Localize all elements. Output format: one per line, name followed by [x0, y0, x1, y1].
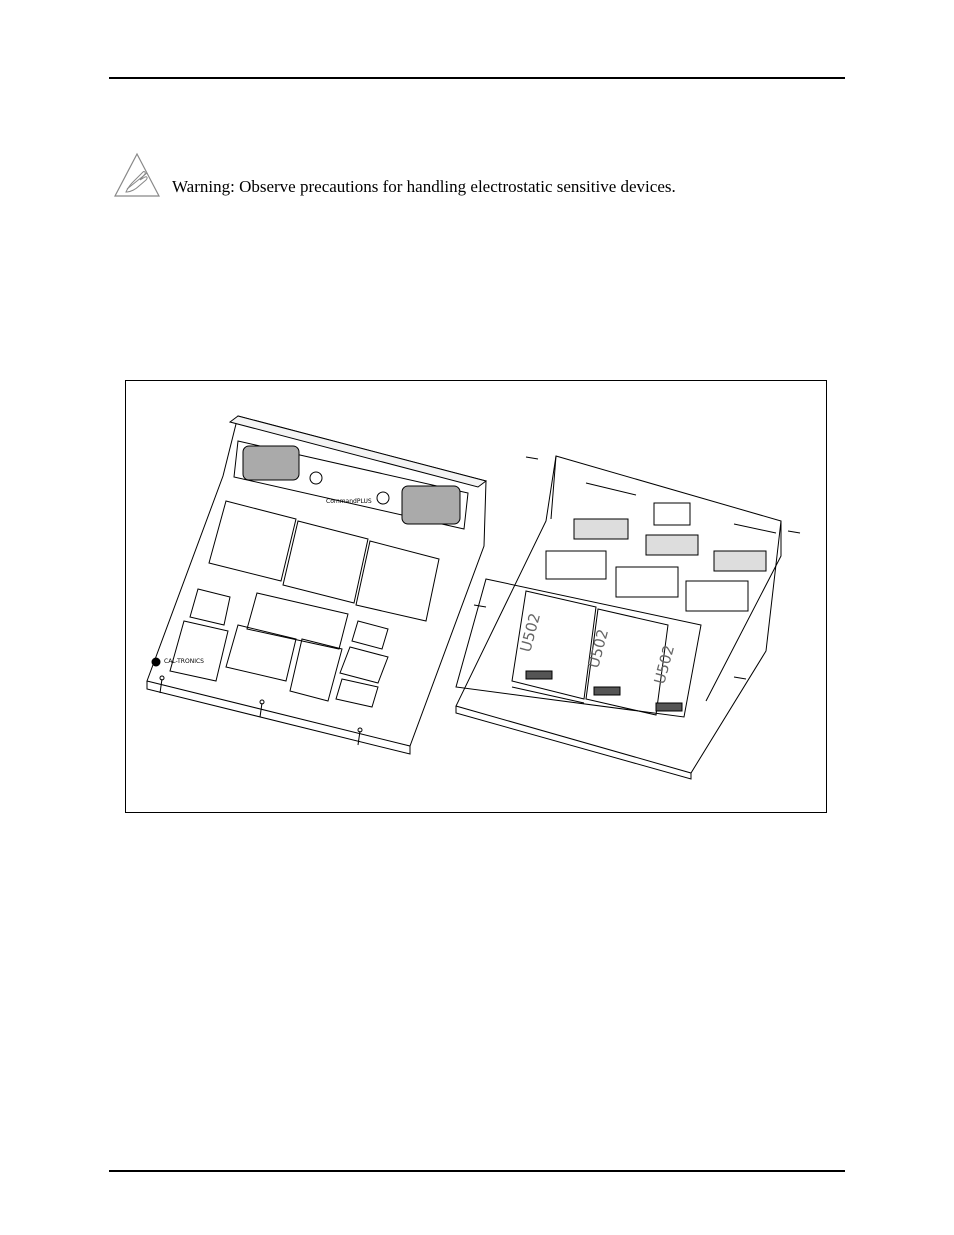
assembly-illustration: [126, 381, 828, 814]
console-logo-text: CAL-TRONICS: [164, 658, 204, 665]
chassis: [456, 456, 800, 779]
warning-text: Warning: Observe precautions for handling electrostatic sensitive devices.: [172, 177, 676, 196]
figure-frame: [125, 380, 827, 813]
board-label-2: U502: [584, 627, 613, 671]
console-panel: [147, 416, 486, 754]
board-label-3: U502: [650, 643, 679, 687]
board-label-1: U502: [516, 611, 545, 655]
esd-warning-icon: [113, 152, 161, 200]
header-rule: [109, 77, 845, 79]
console-brand-label: CommandPLUS: [326, 498, 372, 505]
footer-rule: [109, 1170, 845, 1172]
